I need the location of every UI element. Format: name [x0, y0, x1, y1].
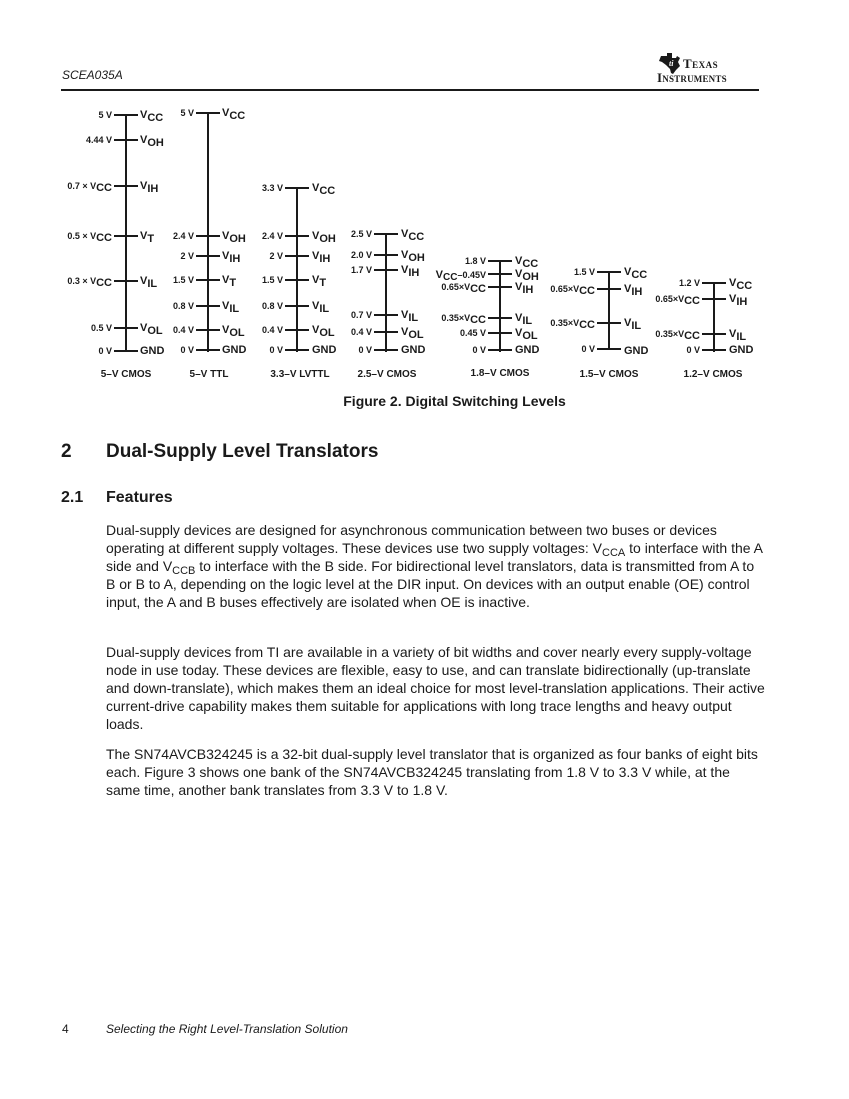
svg-text:VIH: VIH — [729, 293, 748, 308]
svg-text:5–V TTL: 5–V TTL — [189, 369, 229, 380]
svg-text:VIH: VIH — [401, 264, 420, 279]
svg-text:VIL: VIL — [624, 317, 642, 332]
svg-text:0.35×VCC: 0.35×VCC — [550, 318, 595, 331]
svg-text:2 V: 2 V — [269, 251, 283, 261]
section-title: Dual-Supply Level Translators — [106, 441, 379, 462]
svg-text:1.5 V: 1.5 V — [172, 275, 194, 285]
svg-text:VCC: VCC — [140, 109, 164, 124]
switching-levels-diagram — [0, 100, 849, 390]
figure-switching-levels — [0, 100, 849, 390]
svg-text:0.4 V: 0.4 V — [261, 325, 283, 335]
svg-text:VCC: VCC — [624, 266, 648, 281]
svg-text:VOH: VOH — [140, 134, 164, 149]
svg-text:VIH: VIH — [222, 250, 241, 265]
vcca-subscript: CCA — [602, 547, 626, 559]
svg-text:VOL: VOL — [140, 322, 163, 337]
svg-text:VCC: VCC — [515, 255, 539, 270]
svg-text:2.5–V CMOS: 2.5–V CMOS — [357, 369, 417, 380]
svg-text:0 V: 0 V — [180, 345, 194, 355]
paragraph-1-text-a: Dual-supply devices are designed for asynchronous communication between two buses or devices operating at different supply voltages. These devices use two supply voltages: V — [106, 522, 717, 556]
svg-text:2.5 V: 2.5 V — [350, 229, 372, 239]
footer-doc-title: Selecting the Right Level-Translation Solution — [106, 1022, 348, 1036]
svg-text:4.44 V: 4.44 V — [85, 135, 112, 145]
svg-text:GND: GND — [140, 345, 165, 357]
subsection-title: Features — [106, 489, 173, 506]
svg-text:0 V: 0 V — [581, 344, 595, 354]
svg-text:0.35×VCC: 0.35×VCC — [655, 329, 700, 342]
svg-text:0 V: 0 V — [98, 346, 112, 356]
svg-text:VIL: VIL — [515, 312, 533, 327]
logo-text-instruments: Instruments — [657, 70, 727, 85]
svg-text:VCC: VCC — [401, 228, 425, 243]
svg-text:VOH: VOH — [401, 249, 425, 264]
svg-text:0.8 V: 0.8 V — [261, 301, 283, 311]
svg-text:0.5 × VCC: 0.5 × VCC — [67, 231, 112, 244]
svg-text:GND: GND — [401, 344, 426, 356]
svg-text:2.4 V: 2.4 V — [261, 231, 283, 241]
header-rule — [61, 89, 759, 91]
svg-text:VIH: VIH — [624, 283, 643, 298]
section-number: 2 — [61, 441, 72, 462]
svg-text:0.65×VCC: 0.65×VCC — [550, 284, 595, 297]
document-id: SCEA035A — [62, 68, 123, 82]
svg-text:0 V: 0 V — [358, 345, 372, 355]
svg-text:3.3–V LVTTL: 3.3–V LVTTL — [270, 369, 330, 380]
svg-text:VOL: VOL — [515, 327, 538, 342]
svg-text:5 V: 5 V — [180, 108, 194, 118]
svg-text:VCC–0.45V: VCC–0.45V — [435, 269, 486, 283]
svg-text:0.4 V: 0.4 V — [350, 327, 372, 337]
svg-text:VIH: VIH — [515, 281, 534, 296]
svg-text:1.7 V: 1.7 V — [350, 265, 372, 275]
svg-text:0.65×VCC: 0.65×VCC — [655, 294, 700, 307]
svg-text:5–V CMOS: 5–V CMOS — [100, 369, 152, 380]
svg-text:VIH: VIH — [140, 180, 159, 195]
svg-text:VOL: VOL — [312, 324, 335, 339]
svg-text:VOL: VOL — [401, 326, 424, 341]
paragraph-1 — [106, 521, 766, 611]
paragraph-1-text-c: to interface with the B side. For bidirectional level translators, data is transmitted from A to B or B to A, depending on the logic level at the DIR input. On devices with an output enable (OE) control input, the A and B buses effectively are isolated when OE is inactive. — [106, 558, 755, 610]
svg-text:0.3 × VCC: 0.3 × VCC — [67, 276, 112, 289]
svg-text:VIH: VIH — [312, 250, 331, 265]
figure-caption: Figure 2. Digital Switching Levels — [343, 393, 566, 409]
svg-text:0.8 V: 0.8 V — [172, 301, 194, 311]
svg-text:VIL: VIL — [140, 275, 158, 290]
svg-text:VOL: VOL — [222, 324, 245, 339]
svg-text:1.5 V: 1.5 V — [573, 267, 595, 277]
svg-text:1.5–V CMOS: 1.5–V CMOS — [579, 369, 639, 380]
svg-text:0.5 V: 0.5 V — [90, 323, 112, 333]
svg-text:GND: GND — [222, 344, 247, 356]
subsection-number: 2.1 — [61, 489, 84, 506]
svg-text:VT: VT — [222, 274, 237, 289]
svg-text:0.35×VCC: 0.35×VCC — [441, 313, 486, 326]
svg-text:0.45 V: 0.45 V — [459, 328, 486, 338]
svg-text:0 V: 0 V — [686, 345, 700, 355]
svg-text:0.7 × VCC: 0.7 × VCC — [67, 181, 112, 194]
logo-text-texas: Texas — [683, 56, 719, 71]
svg-text:0.65×VCC: 0.65×VCC — [441, 282, 486, 295]
svg-text:VT: VT — [312, 274, 327, 289]
svg-text:GND: GND — [515, 344, 540, 356]
paragraph-2: Dual-supply devices from TI are available in a variety of bit widths and cover nearly every supply-voltage node in use today. These devices are flexible, easy to use, and can translate bidirectionally (up-translate and down-translate), which makes them an ideal choice for most level-translation applications. Their active current-drive capability makes them suitable for applications with long trace lengths and heavy output loads. — [106, 644, 765, 732]
svg-text:VIL: VIL — [729, 328, 747, 343]
paragraph-3: The SN74AVCB324245 is a 32-bit dual-supply level translator that is organized as four banks of eight bits each. Figure 3 shows one bank of the SN74AVCB324245 translating from 1.8 V to 3.3 V while, at the same time, another bank translates from 3.3 V to 1.8 V. — [106, 746, 758, 798]
svg-text:0 V: 0 V — [269, 345, 283, 355]
svg-text:1.2 V: 1.2 V — [678, 278, 700, 288]
svg-text:VCC: VCC — [222, 107, 246, 122]
svg-text:2 V: 2 V — [180, 251, 194, 261]
svg-text:VT: VT — [140, 230, 155, 245]
svg-text:VOH: VOH — [515, 268, 539, 283]
svg-text:0.7 V: 0.7 V — [350, 310, 372, 320]
svg-text:VIL: VIL — [401, 309, 419, 324]
svg-text:VIL: VIL — [312, 300, 330, 315]
svg-text:5 V: 5 V — [98, 110, 112, 120]
svg-text:1.2–V CMOS: 1.2–V CMOS — [683, 369, 743, 380]
svg-text:VOH: VOH — [222, 230, 246, 245]
svg-text:VOH: VOH — [312, 230, 336, 245]
ti-logo — [656, 52, 760, 88]
svg-text:0 V: 0 V — [472, 345, 486, 355]
svg-text:GND: GND — [729, 344, 754, 356]
svg-text:GND: GND — [312, 344, 337, 356]
svg-text:1.8 V: 1.8 V — [464, 256, 486, 266]
svg-text:VCC: VCC — [729, 277, 753, 292]
svg-text:0.4 V: 0.4 V — [172, 325, 194, 335]
svg-text:ti: ti — [669, 59, 674, 68]
svg-text:2.4 V: 2.4 V — [172, 231, 194, 241]
svg-text:3.3 V: 3.3 V — [261, 183, 283, 193]
svg-text:1.5 V: 1.5 V — [261, 275, 283, 285]
svg-text:2.0 V: 2.0 V — [350, 250, 372, 260]
paragraph-1-text-b: to interface with the A side and V — [106, 540, 763, 574]
svg-text:VCC: VCC — [312, 182, 336, 197]
svg-text:GND: GND — [624, 345, 649, 357]
vccb-subscript: CCB — [172, 565, 196, 577]
svg-text:1.8–V CMOS: 1.8–V CMOS — [470, 368, 530, 379]
svg-text:VIL: VIL — [222, 300, 240, 315]
page-number: 4 — [62, 1022, 69, 1036]
